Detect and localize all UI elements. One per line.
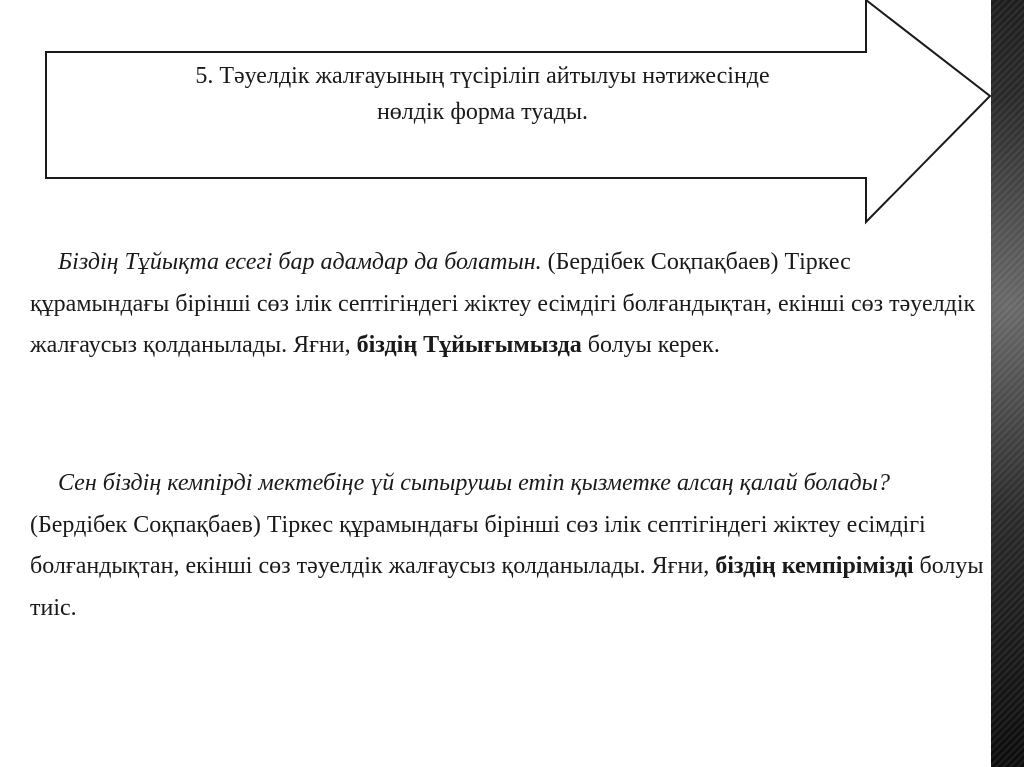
explanation-2: (Бердібек Соқпақбаев) Тіркес құрамындағы бірінші сөз ілік септігіндегі жіктеу есімдігі болғандықтан, екінші сөз тәуелдік жалғаусыз қолданылады. Яғни, [30,511,926,579]
callout-line-1: 5. Тәуелдік жалғауының түсіріліп айтылуы нәтижесінде [195,63,770,89]
ending-2: болуы тиіс. [30,553,984,621]
ending-1: болуы керек. [587,332,720,358]
example-sentence-2: Сен біздің кемпірді мектебіңе үй сыпырушы етіп қызметке алсаң қалай болады? [58,470,890,496]
arrow-callout-text [60,58,905,130]
paragraph-2 [30,463,990,629]
callout-line-2: нөлдік форма туады. [376,99,589,125]
decorative-right-border [991,0,1024,767]
correct-form-2: біздің кемпірімізді [715,553,914,579]
correct-form-1: біздің Тұйығымызда [356,332,582,358]
paragraph-1 [30,242,990,367]
example-sentence-1: Біздің Тұйықта есегі бар адамдар да болатын. [58,249,542,275]
explanation-1: (Бердібек Соқпақбаев) Тіркес құрамындағы бірінші сөз ілік септігіндегі жіктеу есімдігі болғандықтан, екінші сөз тәуелдік жалғаусыз қолданылады. Яғни, [30,249,976,358]
